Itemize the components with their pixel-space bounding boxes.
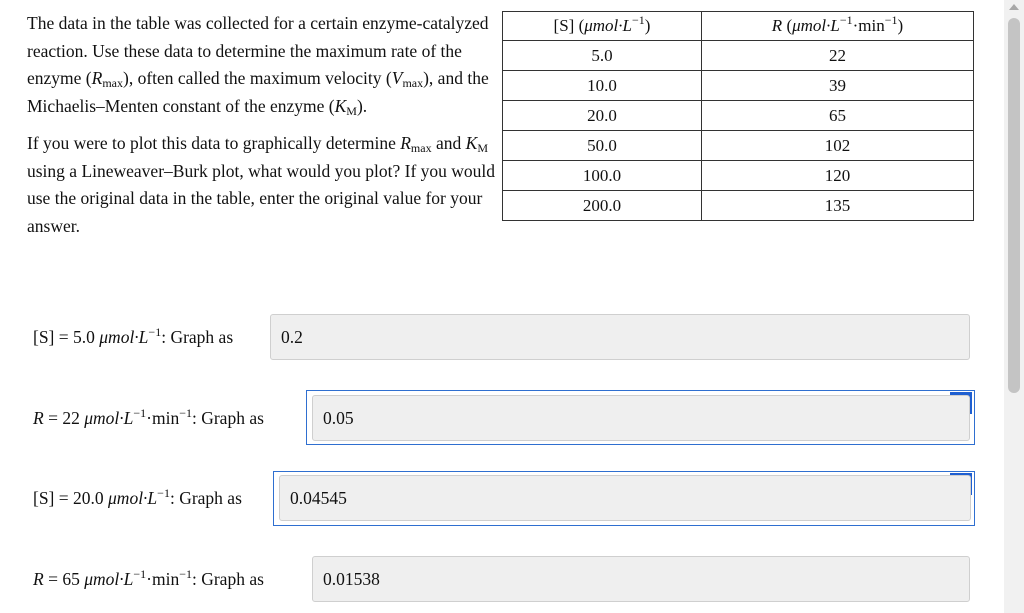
cell-substrate: 5.0 [503, 41, 702, 71]
cell-substrate: 20.0 [503, 101, 702, 131]
cell-substrate: 200.0 [503, 191, 702, 221]
header-rate: R $(\mu mol\cdot L^{-1}\cdot\min^{-1})$ [702, 12, 974, 41]
answer-label-3: [S] = 20.0 $\mu mol\cdot L^{-1}$: Graph as [33, 486, 242, 508]
answer-input-4[interactable]: 0.01538 [312, 556, 970, 602]
table-row [503, 41, 974, 71]
cell-rate: 22 [702, 41, 974, 71]
table-row [503, 191, 974, 221]
cell-rate: 65 [702, 101, 974, 131]
answer-label-1: [S] = 5.0 $\mu mol\cdot L^{-1}$: Graph as [33, 325, 234, 347]
question-paragraph-2: If you were to plot this data to graphically determine $R_{max}$ and $K_M$ using a Lineweaver–Burk plot, what would you plot? If you would use the original data in the table, enter the original value for your answer. [27, 133, 496, 236]
answer-label-2: R = 22 $\mu mol\cdot L^{-1}\cdot\min^{-1}$: Graph as [33, 406, 264, 428]
answer-input-2[interactable]: 0.05 [312, 395, 970, 441]
answer-input-3[interactable]: 0.04545 [279, 475, 971, 521]
table-row [503, 71, 974, 101]
cell-substrate: 50.0 [503, 131, 702, 161]
cell-rate: 102 [702, 131, 974, 161]
vertical-scrollbar[interactable] [1004, 0, 1024, 613]
table-row [503, 131, 974, 161]
cell-rate: 120 [702, 161, 974, 191]
header-substrate: [S] $(\mu mol\cdot L^{-1})$ [503, 12, 702, 41]
question-text [27, 10, 499, 240]
scroll-up-arrow-icon[interactable] [1009, 4, 1019, 10]
data-table [502, 11, 974, 221]
question-paragraph-1: The data in the table was collected for a certain enzyme-catalyzed reaction. Use these data to determine the maximum rate of the enzyme $(R_{max})$, often called the maximum velocity $(V_{max})$, and the Michaelis–Menten constant of the enzyme $(K_M)$. [27, 13, 489, 118]
cell-substrate: 100.0 [503, 161, 702, 191]
answer-label-4: R = 65 $\mu mol\cdot L^{-1}\cdot\min^{-1}$: Graph as [33, 567, 264, 589]
table-row [503, 161, 974, 191]
table-row [503, 101, 974, 131]
table-header-row [503, 12, 974, 41]
cell-rate: 135 [702, 191, 974, 221]
answer-input-1[interactable]: 0.2 [270, 314, 970, 360]
scrollbar-thumb[interactable] [1008, 18, 1020, 393]
cell-rate: 39 [702, 71, 974, 101]
cell-substrate: 10.0 [503, 71, 702, 101]
